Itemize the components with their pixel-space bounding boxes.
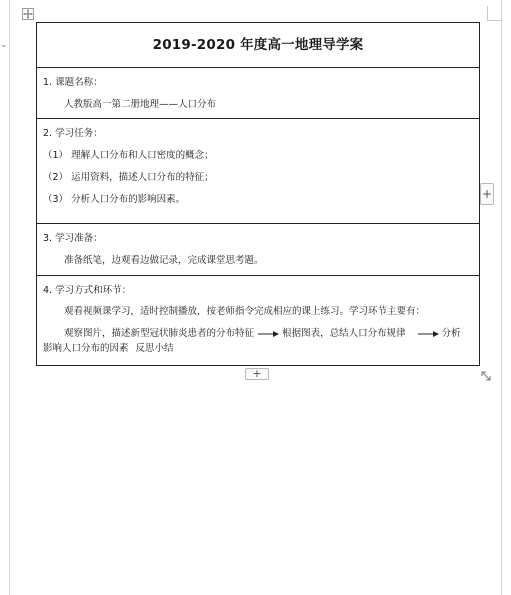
section-topic-cell[interactable]	[37, 68, 480, 119]
section-heading: 3. 学习准备：	[43, 233, 103, 244]
prep-line: 准备纸笔，边观看边做记录，完成课堂思考题。	[64, 255, 264, 266]
task-line: （2） 运用资料，描述人口分布的特征；	[43, 172, 214, 183]
section-heading: 4. 学习方式和环节：	[43, 285, 132, 296]
task-line: （3） 分析人口分布的影响因素。	[43, 194, 186, 205]
flow-step-summarize: 根据图表，总结人口分布规律	[282, 328, 406, 339]
task-line: （1） 理解人口分布和人口密度的概念；	[43, 150, 214, 161]
page-right-edge	[501, 0, 502, 595]
arrow-right-icon	[417, 330, 439, 338]
add-row-button[interactable]: +	[245, 368, 269, 380]
page-left-edge	[9, 0, 10, 595]
arrow-right-icon	[257, 330, 279, 338]
flow-step-observe: 观察图片，描述新型冠状肺炎患者的分布特征	[64, 328, 255, 339]
add-column-button[interactable]: +	[480, 183, 494, 205]
chevron-down-icon[interactable]: ⌄	[0, 40, 8, 50]
document-title: 2019-2020 年度高一地理导学案	[152, 37, 364, 53]
method-flow-line	[43, 328, 473, 340]
method-intro: 观看视频课学习，适时控制播放，按老师指令完成相应的课上练习。学习环节主要有：	[64, 306, 426, 317]
table-resize-handle-icon[interactable]	[480, 367, 492, 379]
section-heading: 2. 学习任务：	[43, 128, 103, 139]
section-tasks-cell[interactable]	[37, 119, 480, 224]
method-flow-line-2	[43, 343, 473, 355]
flow-step-factors: 影响人口分布的因素	[43, 343, 129, 354]
section-method-cell[interactable]	[37, 276, 480, 366]
section-prep-cell[interactable]	[37, 224, 480, 276]
section-heading: 1. 课题名称：	[43, 77, 103, 88]
table-move-handle-icon[interactable]	[22, 8, 34, 20]
flow-step-analyze: 分析	[441, 328, 461, 339]
topic-line: 人教版高一第二册地理——人口分布	[64, 99, 217, 110]
page-corner-mark	[487, 6, 502, 21]
flow-step-reflect: 反思小结	[135, 343, 174, 354]
lesson-plan-table	[36, 22, 480, 366]
title-cell[interactable]	[37, 23, 480, 68]
